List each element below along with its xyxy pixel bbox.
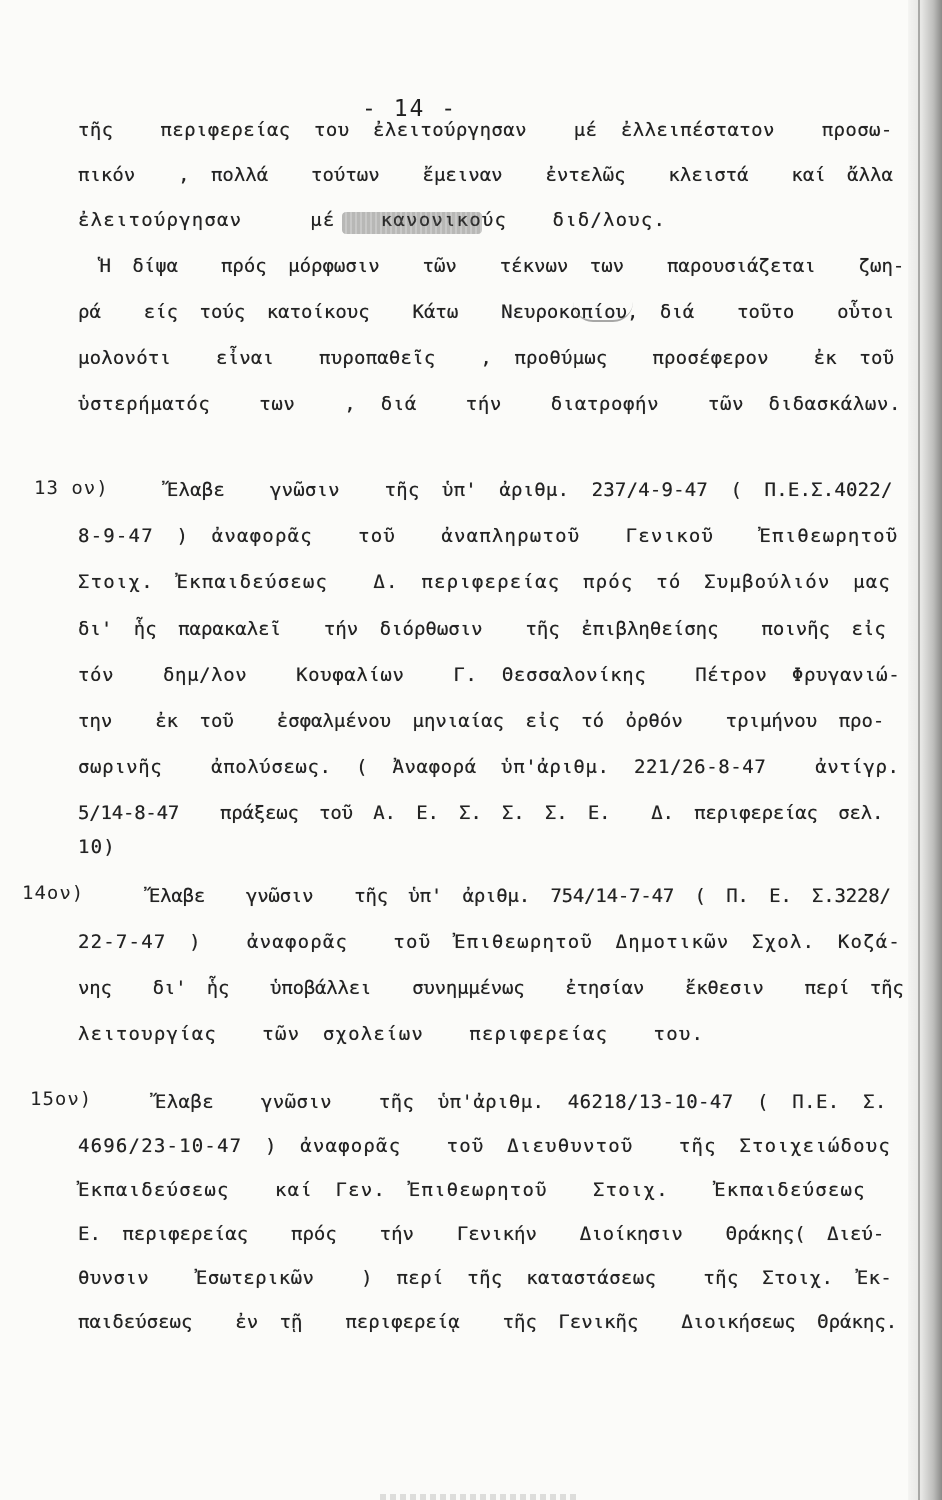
text-line: Ἡ δίψα πρός μόρφωσιν τῶν τέκνων των παρουσιάζεται ζωη- bbox=[78, 255, 905, 277]
text-line: πικόν , πολλά τούτων ἔμειναν ἐντελῶς κλειστά καί ἄλλα bbox=[78, 164, 893, 186]
text-line: θυνσιν Ἐσωτερικῶν ) περί τῆς καταστάσεως τῆς Στοιχ. Ἐκ- bbox=[78, 1267, 893, 1289]
text-line: ρά είς τούς κατοίκους Κάτω Νευροκοπίου, διά τοῦτο οὗτοι bbox=[78, 301, 895, 323]
text-line: Ε. περιφερείας πρός τήν Γενικήν Διοίκησιν Θράκης( Διεύ- bbox=[78, 1223, 885, 1245]
paragraph-label: 15ον) bbox=[30, 1088, 93, 1110]
text-line: ὑστερήματός των , διά τήν διατροφήν τῶν διδασκάλων. bbox=[78, 393, 901, 415]
scan-edge-shadow bbox=[908, 0, 942, 1500]
text-line: 5/14-8-47 πράξεως τοῦ Α. Ε. Σ. Σ. Σ. Ε. Δ. περιφερείας σελ. bbox=[78, 802, 884, 824]
text-line: Ἔλαβε γνῶσιν τῆς ὑπ'ἀριθμ. 46218/13-10-47 ( Π.Ε. Σ. bbox=[108, 1091, 887, 1113]
text-line: ἐλειτούργησαν μέ κανονικούς διδ/λους. bbox=[78, 209, 667, 231]
paragraph-label: 14ον) bbox=[22, 882, 85, 904]
text-line: Ἔλαβε γνῶσιν τῆς ὑπ' ἀριθμ. 754/14-7-47 ( Π. Ε. Σ.3228/ bbox=[108, 885, 891, 907]
text-line: λειτουργίας τῶν σχολείων περιφερείας του. bbox=[78, 1023, 705, 1045]
text-line: 4696/23-10-47 ) ἀναφορᾶς τοῦ Διευθυντοῦ τῆς Στοιχειώδους bbox=[78, 1135, 892, 1157]
text-line: 10) bbox=[78, 836, 116, 858]
text-line: Ἔλαβε γνῶσιν τῆς ὑπ' ἀριθμ. 237/4-9-47 ( Π.Ε.Σ.4022/ bbox=[122, 479, 893, 501]
text-line: Ἐκπαιδεύσεως καί Γεν. Ἐπιθεωρητοῦ Στοιχ. Ἐκπαιδεύσεως bbox=[78, 1179, 866, 1201]
scan-edge-line bbox=[918, 0, 920, 1500]
handwritten-correction bbox=[573, 292, 633, 322]
text-line: παιδεύσεως ἐν τῇ περιφερείᾳ τῆς Γενικῆς Διοικήσεως Θράκης. bbox=[78, 1311, 898, 1333]
text-line: σωρινῆς ἀπολύσεως. ( Ἀναφορά ὑπ'ἀριθμ. 221/26-8-47 ἀντίγρ. bbox=[78, 756, 900, 778]
text-line: μολονότι εἶναι πυροπαθεῖς , προθύμως προσέφερον ἐκ τοῦ bbox=[78, 347, 895, 369]
text-line: Στοιχ. Ἐκπαιδεύσεως Δ. περιφερείας πρός τό Συμβούλιόν μας bbox=[78, 571, 892, 593]
text-line: νης δι' ἧς ὑποβάλλει συνημμένως ἐτησίαν ἔκθεσιν περί τῆς bbox=[78, 977, 904, 999]
text-line: τόν δημ/λον Κουφαλίων Γ. Θεσσαλονίκης Πέτρον Φρυγανιώ- bbox=[78, 664, 901, 686]
text-line: τῆς περιφερείας του ἐλειτούργησαν μέ ἐλλειπέστατον προσω- bbox=[78, 119, 893, 141]
text-line: 8-9-47 ) ἀναφορᾶς τοῦ ἀναπληρωτοῦ Γενικοῦ Ἐπιθεωρητοῦ bbox=[78, 525, 899, 547]
scan-bottom-artifact bbox=[380, 1494, 580, 1500]
text-line: δι' ἧς παρακαλεῖ τήν διόρθωσιν τῆς ἐπιβληθείσης ποινῆς εἰς bbox=[78, 618, 886, 640]
text-line: την ἐκ τοῦ ἐσφαλμένου μηνιαίας εἰς τό ὀρθόν τριμήνου προ- bbox=[78, 710, 885, 732]
page-number: - 14 - bbox=[362, 96, 458, 122]
paragraph-label: 13 ον) bbox=[34, 477, 109, 499]
text-line: 22-7-47 ) ἀναφορᾶς τοῦ Ἐπιθεωρητοῦ Δημοτικῶν Σχολ. Κοζά- bbox=[78, 931, 902, 953]
handwritten-correction bbox=[342, 212, 482, 234]
